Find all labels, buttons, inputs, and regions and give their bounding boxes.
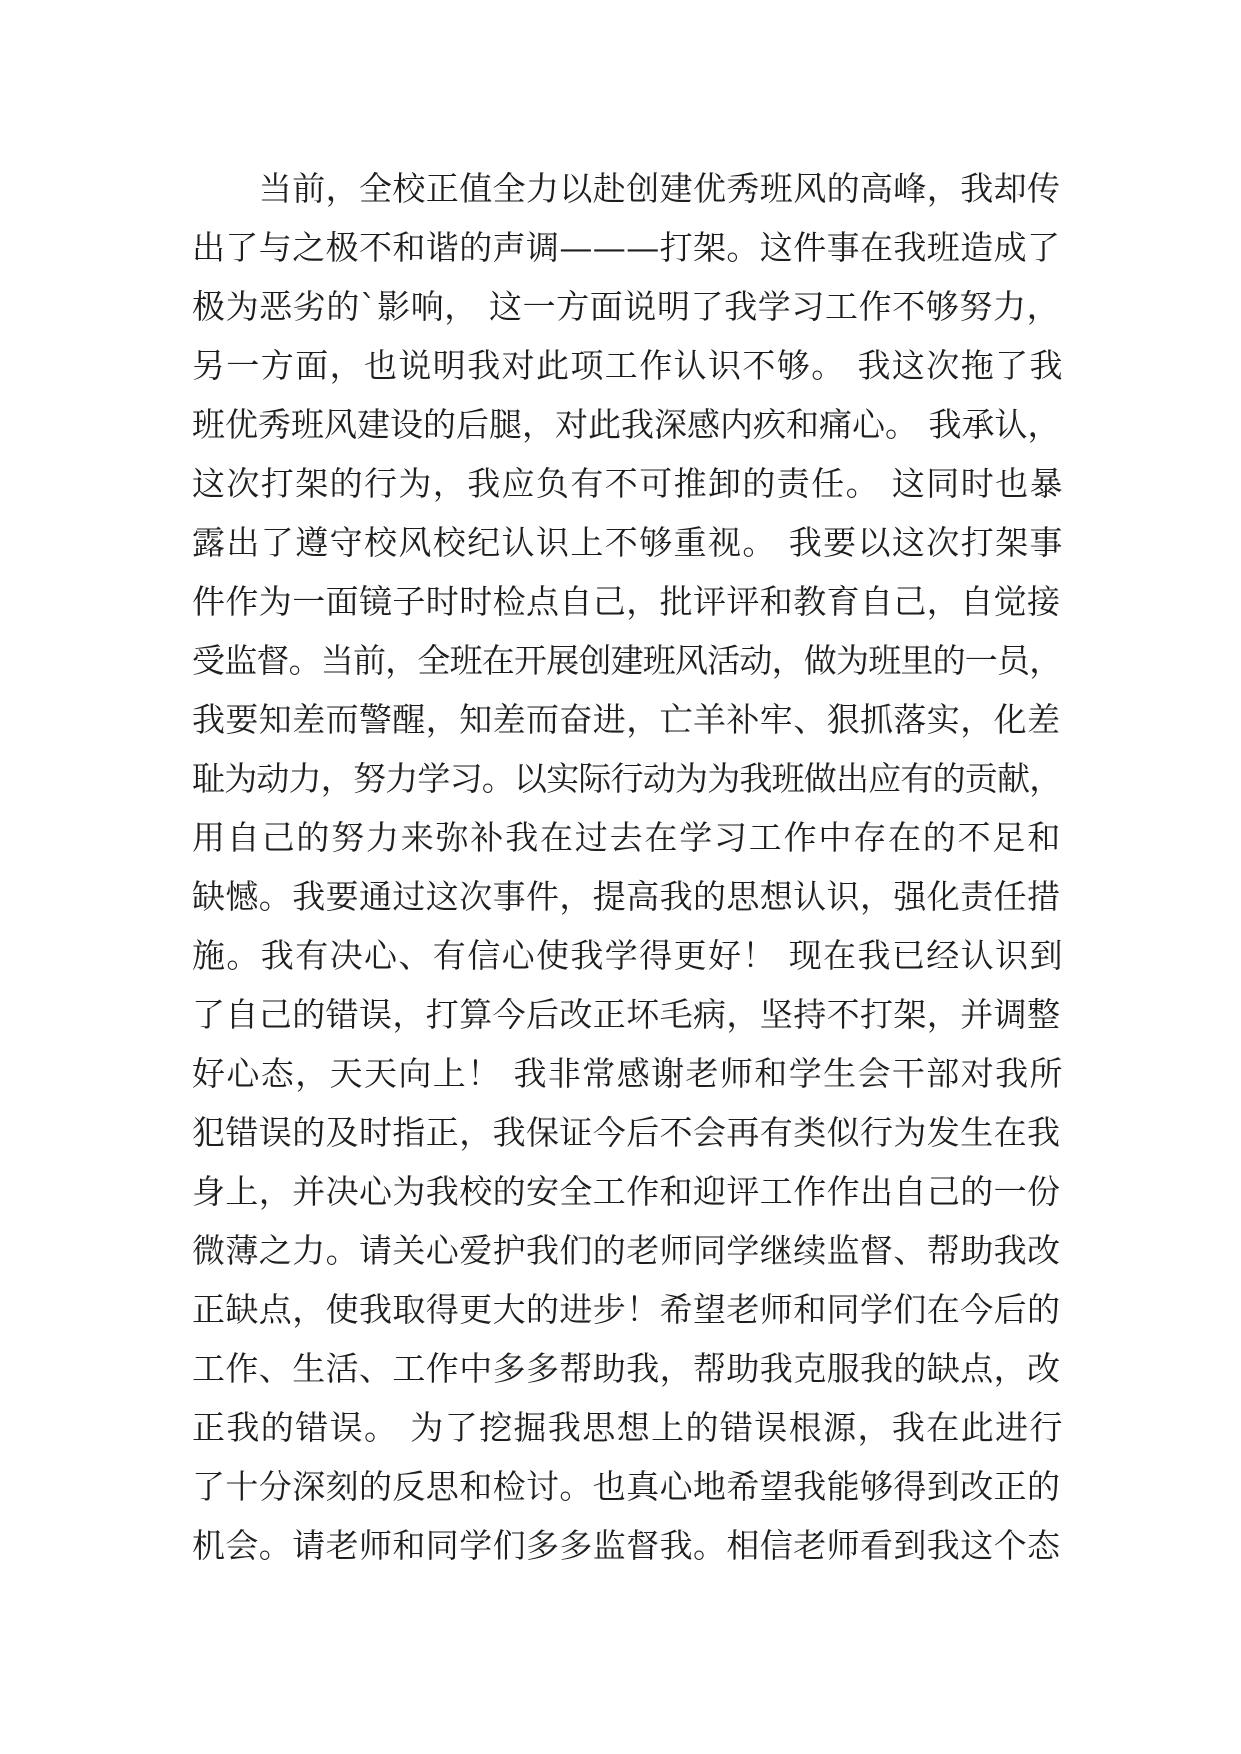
body-text bbox=[192, 159, 1064, 1575]
text-line: 机会。请老师和同学们多多监督我。相信老师看到我这个态 bbox=[192, 1526, 1061, 1565]
text-line: 施。我有决心、有信心使我学得更好！ 现在我已经认识到 bbox=[192, 936, 1064, 975]
text-line: 用自己的努力来弥补我在过去在学习工作中存在的不足和 bbox=[192, 818, 1062, 857]
text-line: 了自己的错误，打算今后改正坏毛病，坚持不打架，并调整 bbox=[192, 995, 1061, 1034]
text-line: 正缺点，使我取得更大的进步！希望老师和同学们在今后的 bbox=[192, 1290, 1061, 1329]
text-line: 犯错误的及时指正，我保证今后不会再有类似行为发生在我 bbox=[192, 1113, 1061, 1152]
text-line: 班优秀班风建设的后腿，对此我深感内疚和痛心。 我承认， bbox=[192, 405, 1061, 444]
text-line: 正我的错误。 为了挖掘我思想上的错误根源，我在此进行 bbox=[192, 1408, 1064, 1447]
text-line: 我要知差而警醒，知差而奋进，亡羊补牢、狠抓落实，化差 bbox=[192, 700, 1061, 739]
text-line: 好心态，天天向上！ 我非常感谢老师和学生会干部对我所 bbox=[192, 1054, 1064, 1093]
text-line: 受监督。当前，全班在开展创建班风活动，做为班里的一员， bbox=[192, 641, 1062, 680]
text-line: 当前，全校正值全力以赴创建优秀班风的高峰，我却传 bbox=[192, 169, 1061, 208]
text-line: 出了与之极不和谐的声调———打架。这件事在我班造成了 bbox=[192, 228, 1061, 267]
text-line: 这次打架的行为，我应负有不可推卸的责任。 这同时也暴 bbox=[192, 464, 1064, 503]
text-line: 另一方面，也说明我对此项工作认识不够。 我这次拖了我 bbox=[192, 346, 1064, 385]
text-line: 身上，并决心为我校的安全工作和迎评工作作出自己的一份 bbox=[192, 1172, 1061, 1211]
text-line: 缺憾。我要通过这次事件，提高我的思想认识，强化责任措 bbox=[192, 877, 1061, 916]
text-line: 了十分深刻的反思和检讨。也真心地希望我能够得到改正的 bbox=[192, 1467, 1061, 1506]
text-line: 露出了遵守校风校纪认识上不够重视。 我要以这次打架事 bbox=[192, 523, 1064, 562]
text-line: 耻为动力，努力学习。以实际行动为为我班做出应有的贡献， bbox=[192, 759, 1062, 798]
text-line: 微薄之力。请关心爱护我们的老师同学继续监督、帮助我改 bbox=[192, 1231, 1061, 1270]
text-line: 件作为一面镜子时时检点自己，批评评和教育自己，自觉接 bbox=[192, 582, 1061, 621]
text-line: 极为恶劣的`影响， 这一方面说明了我学习工作不够努力， bbox=[192, 287, 1061, 326]
text-line: 工作、生活、工作中多多帮助我，帮助我克服我的缺点，改 bbox=[192, 1349, 1061, 1388]
